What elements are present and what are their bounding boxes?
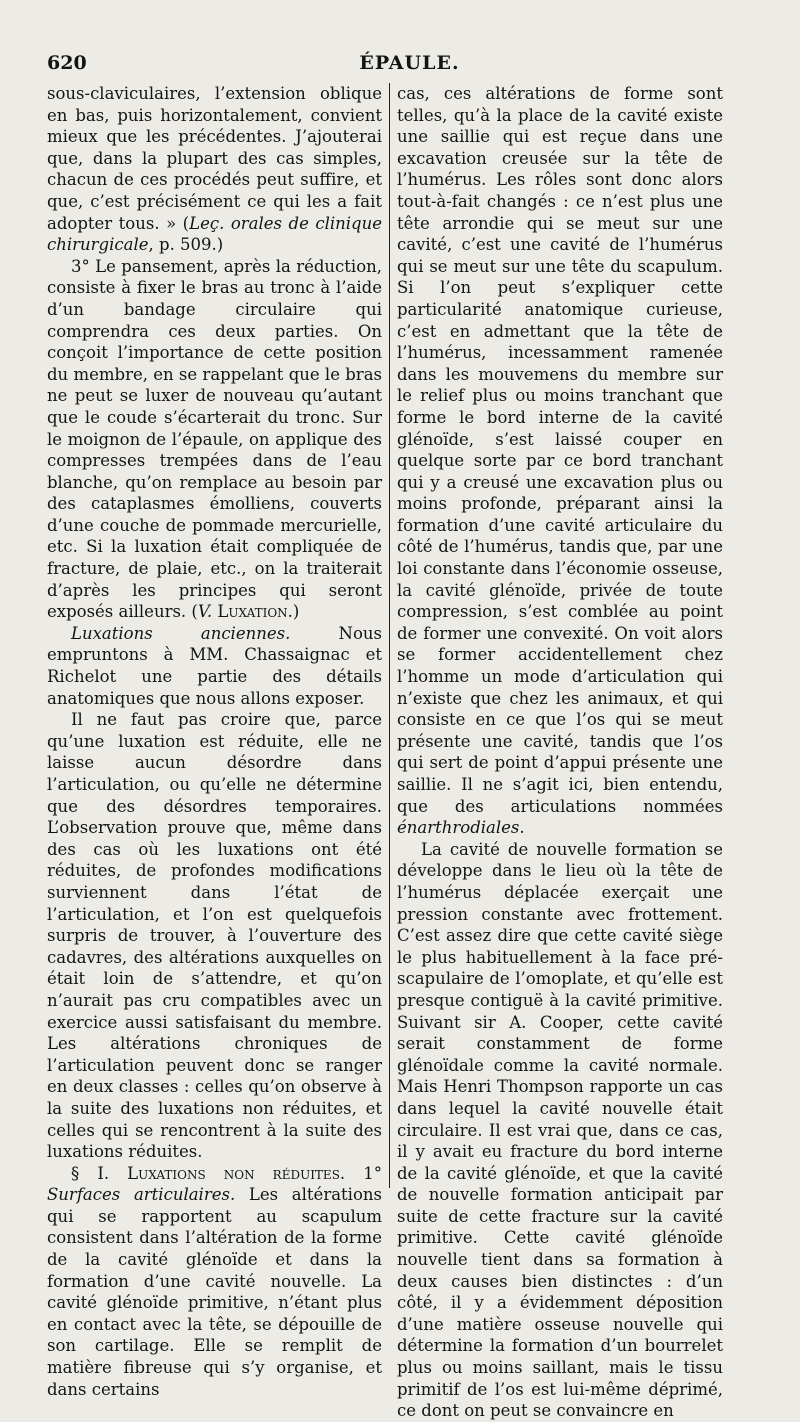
- paragraph: [397, 83, 723, 839]
- running-head: [47, 52, 772, 78]
- paragraph: [47, 256, 382, 623]
- cross-reference-mark: V.: [197, 602, 213, 622]
- paragraph-text: La cavité de nouvelle formation se développe dans le lieu où la tête de l’humérus déplacée exerçait une pression constante avec frottement. C’est assez dire que cette cavité siège le plus habituellement à la face pré-scapulaire de l’omoplate, et qu’elle est presque contiguë à la cavité primitive. Suivant sir A. Cooper, cette cavité serait constamment de forme glénoïdale comme la cavité normale. Mais Henri Thompson rapporte un cas dans lequel la cavité nouvelle était circulaire. Il est vrai que, dans ce cas, il y avait eu fracture du bord interne de la cavité glénoïde, et que la cavité de nouvelle formation anticipait par suite de cette fracture sur la cavité primitive. Cette cavité glénoïde nouvelle tient dans sa formation à deux causes bien distinctes : d’un côté, il y a évidemment déposition d’une matière osseuse nouvelle qui détermine la formation d’un bourrelet plus ou moins saillant, mais le tissu primitif de l’os est lui-même déprimé, ce dont on peut se convaincre en: [397, 839, 723, 1421]
- paragraph-text: , p. 509.): [148, 235, 224, 255]
- section-mark: § I.: [71, 1163, 128, 1183]
- paragraph: [47, 623, 382, 709]
- paragraph: [47, 83, 382, 256]
- paragraph-text: Les altérations qui se rapportent au scapulum consistent dans l’altération de la forme de la cavité glénoïde et dans la formation d’une cavité nouvelle. La cavité glénoïde primitive, n’étant plus en contact avec la tête, se dépouille de son cartilage. Elle se remplit de matière fibreuse qui s’y organise, et dans certains: [47, 1185, 382, 1399]
- paragraph-text: .): [287, 602, 300, 622]
- left-column: [47, 83, 382, 1399]
- cross-reference: Luxation: [217, 602, 288, 622]
- column-divider: [389, 83, 390, 1188]
- italic-term: énarthrodiales: [397, 818, 520, 838]
- page-number: 620: [47, 52, 87, 74]
- subsection-heading: Surfaces articulaires.: [47, 1185, 236, 1205]
- section-heading: Luxations anciennes.: [71, 623, 291, 643]
- paragraph: [47, 1163, 382, 1401]
- paragraph: [47, 709, 382, 1162]
- right-column: [397, 83, 723, 1421]
- paragraph-text: cas, ces altérations de forme sont telles, qu’à la place de la cavité existe une saillie qui est reçue dans une excavation creusée sur la tête de l’humérus. Les rôles sont donc alors tout-à-fait changés : ce n’est plus une tête arrondie qui se meut sur une cavité, c’est une cavité de l’humérus qui se meut sur une tête du scapulum. Si l’on peut s’expliquer cette particularité anatomique curieuse, c’est en admettant que la tête de l’humérus, incessamment ramenée dans les mouvemens du membre sur le relief plus ou moins tranchant que forme le bord interne de la cavité glénoïde, s’est laissé couper en quelque sorte par ce bord tranchant qui y a creusé une excavation plus ou moins profonde, préparant ainsi la formation d’une cavité articulaire du côté de l’humérus, tandis que, par une loi constante dans l’économie osseuse, la cavité glénoïde, privée de toute compression, s’est comblée au point de former une convexité. On voit alors se former accidentellement chez l’homme un mode d’articulation qui n’existe que chez les animaux, et qui consiste en ce que l’os qui se meut présente une cavité, tandis que l’os qui sert de point d’appui présente une saillie. Il ne s’agit ici, bien entendu, que des articulations nommées: [397, 84, 723, 816]
- citation: Leç. orales de clinique chirurgicale: [47, 213, 382, 255]
- paragraph-text: Nous empruntons à MM. Chassaignac et Richelot une partie des détails anatomiques que nous allons exposer.: [47, 623, 382, 708]
- subsection-number: 1°: [345, 1163, 382, 1183]
- paragraph-text: .: [519, 818, 525, 838]
- paragraph-text: sous-claviculaires, l’extension oblique en bas, puis horizontalement, convient mieux que les précédentes. J’ajouterai que, dans la plupart des cas simples, chacun de ces procédés peut suffire, et que, c’est précisément ce qui les a fait adopter tous. » (: [47, 84, 382, 233]
- paragraph-text: 3° Le pansement, après la réduction, consiste à fixer le bras au tronc à l’aide d’un bandage circulaire qui comprendra ces deux parties. On conçoit l’importance de cette position du membre, en se rappelant que le bras ne peut se luxer de nouveau qu’autant que le coude s’écarterait du tronc. Sur le moignon de l’épaule, on applique des compresses trempées dans de l’eau blanche, qu’on remplace au besoin par des cataplasmes émolliens, couverts d’une couche de pommade mercurielle, etc. Si la luxation était compliquée de fracture, de plaie, etc., on la traiterait d’après les principes qui seront exposés ailleurs. (: [47, 256, 382, 622]
- section-title: Luxations non réduites.: [127, 1163, 346, 1183]
- paragraph-text: Il ne faut pas croire que, parce qu’une luxation est réduite, elle ne laisse aucun désordre dans l’articulation, ou qu’elle ne détermine que des désordres temporaires. L’observation prouve que, même dans des cas où les luxations ont été réduites, de profondes modifications surviennent dans l’état de l’articulation, et l’on est quelquefois surpris de trouver, à l’ouverture des cadavres, des altérations auxquelles on était loin de s’attendre, et qu’on n’aurait pas cru compatibles avec un exercice aussi satisfaisant du membre. Les altérations chroniques de l’articulation peuvent donc se ranger en deux classes : celles qu’on observe à la suite des luxations non réduites, et celles qui se rencontrent à la suite des luxations réduites.: [47, 710, 382, 1162]
- paragraph: [397, 839, 723, 1422]
- running-title: ÉPAULE.: [359, 52, 460, 74]
